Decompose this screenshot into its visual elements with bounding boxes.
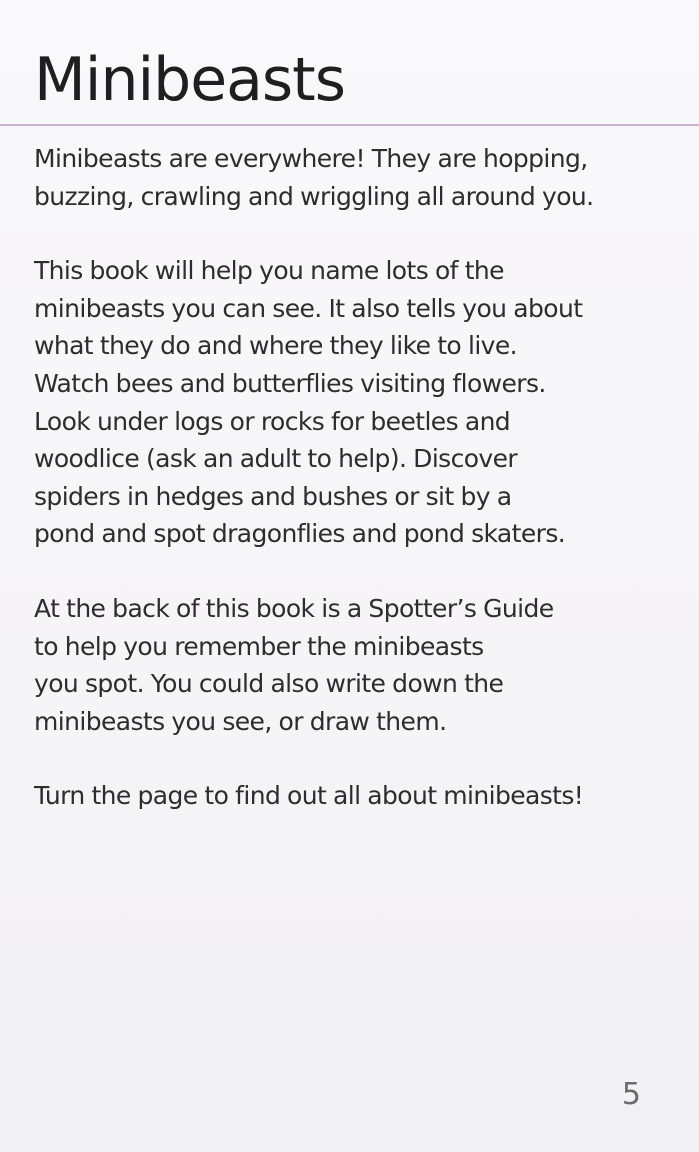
text-line: to help you remember the minibeasts (34, 631, 484, 661)
text-line: buzzing, crawling and wriggling all around you. (34, 181, 594, 211)
page-number: 5 (621, 1077, 641, 1112)
text-line: Look under logs or rocks for beetles and (34, 406, 511, 436)
text-line: what they do and where they like to live. (34, 331, 517, 361)
paragraph-spotters-guide (34, 590, 674, 740)
text-line: Watch bees and butterflies visiting flowers. (34, 368, 546, 398)
text-line: woodlice (ask an adult to help). Discover (34, 444, 518, 474)
page-title: Minibeasts (34, 45, 345, 115)
paragraph-turn-page (34, 777, 674, 815)
text-line: pond and spot dragonflies and pond skaters. (34, 519, 566, 549)
text-line: spiders in hedges and bushes or sit by a (34, 481, 512, 511)
text-line: you spot. You could also write down the (34, 669, 504, 699)
page-body (34, 140, 674, 852)
text-line: minibeasts you see, or draw them. (34, 706, 447, 736)
text-line: This book will help you name lots of the (34, 256, 504, 286)
text-line: Minibeasts are everywhere! They are hopping, (34, 144, 588, 173)
text-line: Turn the page to find out all about minibeasts! (34, 781, 584, 811)
text-line: minibeasts you can see. It also tells you about (34, 293, 583, 323)
paragraph-about-book (34, 252, 674, 553)
text-line: At the back of this book is a Spotter’s Guide (34, 593, 554, 623)
paragraph-intro (34, 140, 674, 215)
title-divider (0, 124, 699, 126)
